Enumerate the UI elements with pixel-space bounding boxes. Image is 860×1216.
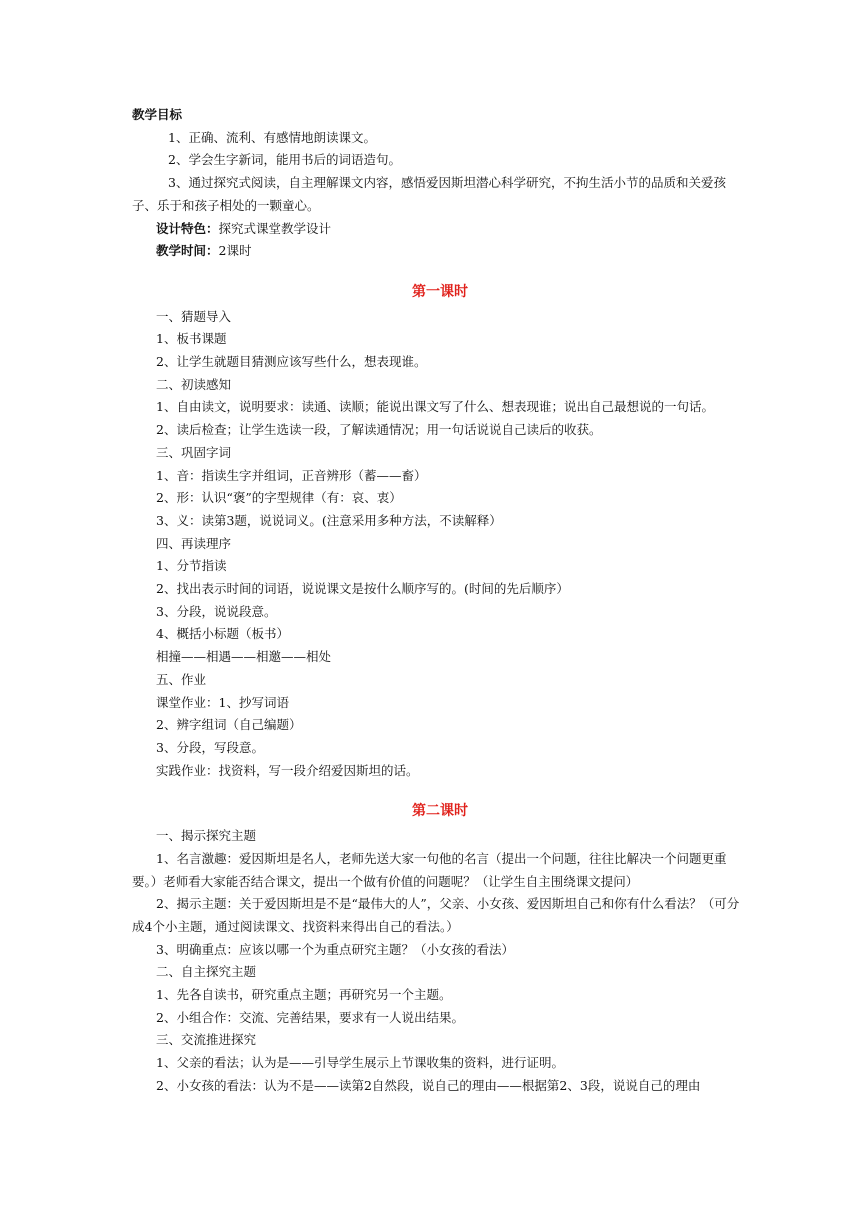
lesson1-line: 3、分段，说说段意。 [156, 603, 277, 619]
lesson1-line: 2、辨字组词（自己编题） [156, 717, 302, 733]
goal-item-2: 2、学会生字新词，能用书后的词语造句。 [168, 152, 401, 168]
goals-title: 教学目标 [132, 107, 183, 122]
lesson2-paragraph: 2、揭示主题：关于爱因斯坦是不是“最伟大的人”，父亲、小女孩、爱因斯坦自己和你有什么看法？（可分成4个小主题，通过阅读课文、找资料来得出自己的看法。） [132, 896, 740, 934]
lesson1-line: 2、找出表示时间的词语，说说课文是按什么顺序写的。(时间的先后顺序） [156, 581, 569, 597]
lesson1-line: 二、初读感知 [156, 376, 232, 392]
design-feature-value: 探究式课堂教学设计 [218, 220, 332, 236]
lesson2-line: 二、自主探究主题 [156, 964, 257, 980]
lesson1-line: 五、作业 [156, 671, 207, 687]
lesson1-line: 1、分节指读 [156, 558, 227, 574]
teaching-time [132, 240, 748, 263]
design-feature [132, 218, 748, 241]
lesson1-line: 2、形：认识“褒”的字型规律（有：哀、衷） [156, 490, 402, 506]
lesson1-line: 三、巩固字词 [156, 444, 232, 460]
lesson1-line: 一、猜题导入 [156, 308, 232, 324]
design-feature-label: 设计特色： [156, 220, 219, 236]
lesson1-line: 4、概括小标题（板书） [156, 626, 289, 642]
lesson1-line: 1、音：指读生字并组词，正音辨形（蓄——畜） [156, 467, 427, 483]
lesson2-section-title: 一、揭示探究主题 [156, 828, 257, 844]
lesson1-line: 实践作业：找资料，写一段介绍爱因斯坦的话。 [156, 762, 419, 778]
lesson2-heading: 第二课时 [412, 803, 468, 820]
lesson1-line: 相撞——相遇——相邀——相处 [156, 649, 332, 665]
lesson1-line: 3、分段，写段意。 [156, 739, 264, 755]
lesson2-line: 1、父亲的看法；认为是——引导学生展示上节课收集的资料，进行证明。 [156, 1055, 564, 1071]
lesson1-line: 课堂作业：1、抄写词语 [156, 694, 289, 710]
lesson1-body [132, 306, 748, 783]
lesson2-line: 1、先各自读书，研究重点主题；再研究另一个主题。 [156, 987, 452, 1003]
lesson1-line: 3、义：读第3题，说说词义。(注意采用多种方法，不读解释） [156, 512, 502, 528]
lesson2-line: 2、小组合作：交流、完善结果，要求有一人说出结果。 [156, 1009, 464, 1025]
lesson2-paragraph: 1、名言激趣：爱因斯坦是名人，老师先送大家一句他的名言（提出一个问题，往往比解决一个问题更重要。）老师看大家能否结合课文，提出一个做有价值的问题呢？（让学生自主围绕课文提问） [132, 850, 727, 889]
lesson2-body [132, 825, 748, 1097]
goal-item-3: 3、通过探究式阅读，自主理解课文内容，感悟爱因斯坦潜心科学研究，不拘生活小节的品质和关爱孩子、乐于和孩子相处的一颗童心。 [132, 175, 726, 213]
lesson2-paragraph: 3、明确重点：应该以哪一个为重点研究主题？（小女孩的看法） [156, 941, 514, 957]
lesson1-line: 四、再读理序 [156, 535, 232, 551]
lesson2-line: 三、交流推进探究 [156, 1032, 257, 1048]
lesson1-line: 2、让学生就题目猜测应该写些什么，想表现谁。 [156, 354, 427, 370]
teaching-time-label: 教学时间： [156, 243, 219, 259]
lesson1-line: 1、自由读文，说明要求：读通、读顺；能说出课文写了什么、想表现谁；说出自己最想说的一句话。 [156, 399, 714, 415]
lesson1-line: 1、板书课题 [156, 331, 227, 347]
teaching-time-value: 2课时 [218, 243, 252, 259]
goal-item-1: 1、正确、流利、有感情地朗读课文。 [168, 129, 376, 145]
lesson2-line: 2、小女孩的看法：认为不是——读第2自然段，说自己的理由——根据第2、3段，说说自己的理由 [156, 1077, 701, 1093]
lesson1-line: 2、读后检查；让学生选读一段，了解读通情况；用一句话说说自己读后的收获。 [156, 422, 602, 438]
lesson1-heading: 第一课时 [412, 283, 468, 300]
